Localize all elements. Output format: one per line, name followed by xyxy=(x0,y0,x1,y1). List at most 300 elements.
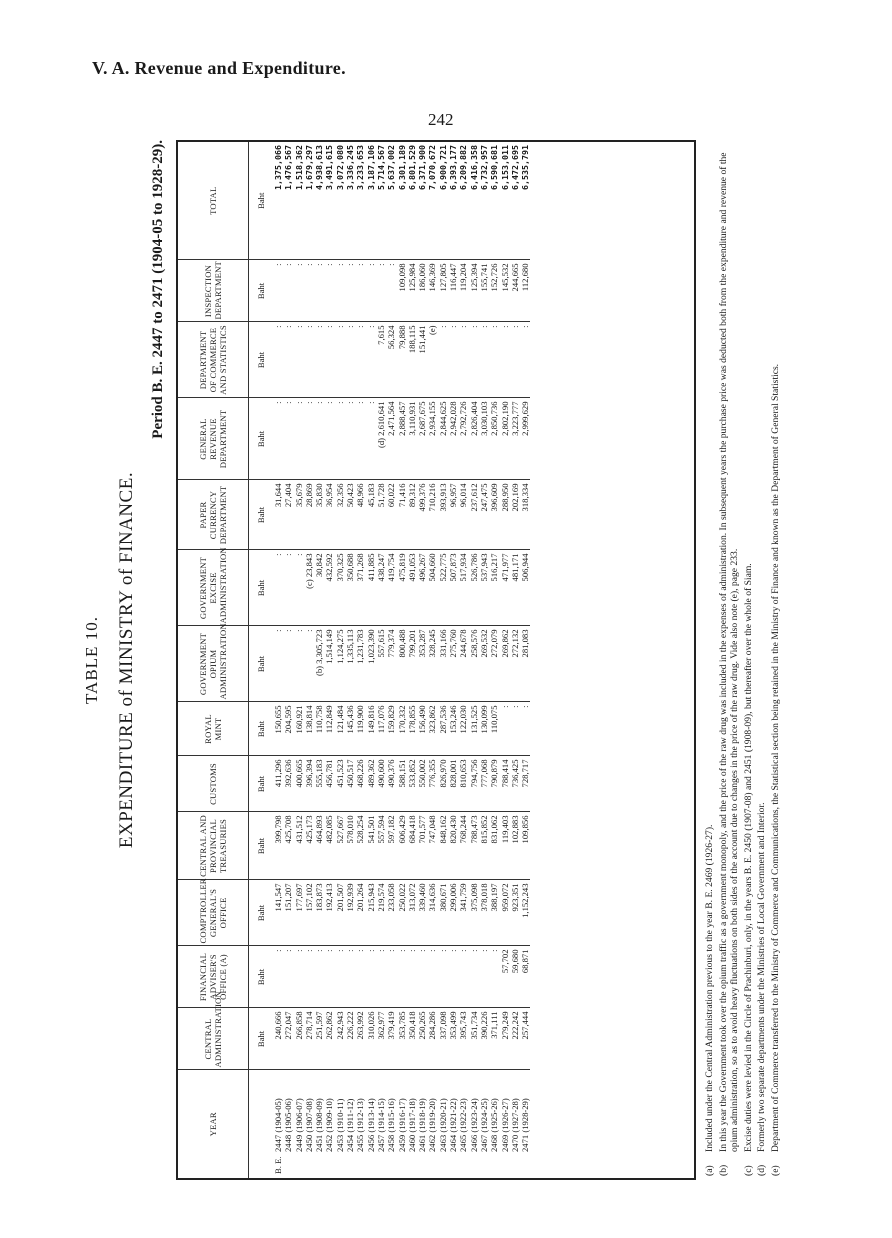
unit-label-year xyxy=(249,1070,274,1178)
cell-paper: 45,183 xyxy=(366,480,376,550)
cell-customs: 790,879 xyxy=(489,756,499,812)
cell-commerce: 188,115 xyxy=(407,322,417,398)
column-header-comptroller: COMPTROLLER GENERAL'S OFFICE xyxy=(178,880,249,946)
cell-financial: : xyxy=(438,946,448,1008)
cell-excise: 481,171 xyxy=(510,550,520,626)
cell-mint: 119,900 xyxy=(355,702,365,756)
cell-comptroller: 201,507 xyxy=(335,880,345,946)
cell-commerce: : xyxy=(366,322,376,398)
footnote xyxy=(770,146,782,1176)
unit-label-inspection: Baht xyxy=(249,260,274,322)
cell-inspection: : xyxy=(324,260,334,322)
cell-central: 251,597 xyxy=(314,1008,324,1070)
cell-total: 6,732,957 xyxy=(478,145,489,190)
cell-central: 362,977 xyxy=(376,1008,386,1070)
cell-mint: 145,436 xyxy=(345,702,355,756)
cell-central: 250,265 xyxy=(417,1008,427,1070)
table-row xyxy=(283,142,293,1178)
cell-comptroller: 388,197 xyxy=(489,880,499,946)
unit-label-comptroller: Baht xyxy=(249,880,274,946)
table-row xyxy=(335,142,345,1178)
year-label: 2452 (1909-10) xyxy=(324,1098,335,1152)
cell-treasuries: 578,010 xyxy=(345,812,355,880)
cell-central: 272,047 xyxy=(283,1008,293,1070)
cell-financial: : xyxy=(376,946,386,1008)
unit-label-revenue: Baht xyxy=(249,398,274,480)
cell-revenue: 2,802,190 xyxy=(500,398,510,480)
year-label: 2464 (1921-22) xyxy=(448,1098,459,1152)
cell-treasuries: 557,594 xyxy=(376,812,386,880)
year-cell xyxy=(479,1070,489,1178)
cell-comptroller: 157,102 xyxy=(304,880,314,946)
cell-treasuries: 102,883 xyxy=(510,812,520,880)
footnote xyxy=(704,146,716,1176)
cell-customs: 490,600 xyxy=(376,756,386,812)
table-row xyxy=(355,142,365,1178)
cell-central: 390,226 xyxy=(479,1008,489,1070)
year-label: 2469 (1926-27) xyxy=(499,1098,510,1152)
cell-mint: 153,246 xyxy=(448,702,458,756)
cell-opium: 328,245 xyxy=(427,626,437,702)
cell-central: 240,666 xyxy=(273,1008,283,1070)
cell-financial: : xyxy=(397,946,407,1008)
year-label: 2468 (1925-26) xyxy=(489,1098,500,1152)
cell-inspection: 145,532 xyxy=(500,260,510,322)
cell-mint: 178,855 xyxy=(407,702,417,756)
cell-total: 3,233,653 xyxy=(355,145,366,190)
year-label: 2447 (1904-05) xyxy=(273,1098,283,1152)
cell-comptroller: 339,460 xyxy=(417,880,427,946)
cell-commerce: : xyxy=(345,322,355,398)
cell-paper: 31,644 xyxy=(273,480,283,550)
unit-label-total: Baht xyxy=(255,192,266,209)
cell-total: 4,938,613 xyxy=(314,145,325,190)
cell-mint: 323,862 xyxy=(427,702,437,756)
year-cell xyxy=(386,1070,396,1178)
table-label: TABLE 10. xyxy=(82,616,101,704)
cell-financial: : xyxy=(273,946,283,1008)
cell-financial: : xyxy=(469,946,479,1008)
cell-total: 1,518,362 xyxy=(293,145,304,190)
cell-opium: 1,231,783 xyxy=(355,626,365,702)
cell-inspection: 152,726 xyxy=(489,260,499,322)
cell-commerce: : xyxy=(489,322,499,398)
year-label: 2451 (1908-09) xyxy=(314,1098,325,1152)
cell-treasuries: 768,244 xyxy=(458,812,468,880)
cell-treasuries: 399,798 xyxy=(273,812,283,880)
cell-inspection: 146,369 xyxy=(427,260,437,322)
cell-paper: 27,404 xyxy=(283,480,293,550)
cell-inspection: : xyxy=(273,260,283,322)
cell-excise: 526,786 xyxy=(469,550,479,626)
year-cell xyxy=(448,1070,458,1178)
cell-central: 257,444 xyxy=(520,1008,530,1070)
cell-paper: 393,913 xyxy=(438,480,448,550)
cell-revenue: 2,934,155 xyxy=(427,398,437,480)
cell-opium: : xyxy=(304,626,314,702)
cell-opium: 1,335,113 xyxy=(345,626,355,702)
cell-treasuries: 820,430 xyxy=(448,812,458,880)
cell-mint: 204,595 xyxy=(283,702,293,756)
year-label: 2450 (1907-08) xyxy=(303,1098,314,1152)
cell-paper: 28,869 xyxy=(304,480,314,550)
year-cell xyxy=(345,1070,355,1178)
cell-treasuries: 425,708 xyxy=(283,812,293,880)
cell-financial: : xyxy=(458,946,468,1008)
cell-customs: 826,970 xyxy=(438,756,448,812)
rotated-table-region xyxy=(72,140,832,1180)
cell-customs: 776,355 xyxy=(427,756,437,812)
cell-paper: 499,376 xyxy=(417,480,427,550)
cell-excise: 506,944 xyxy=(520,550,530,626)
cell-comptroller: 959,072 xyxy=(500,880,510,946)
cell-paper: 35,679 xyxy=(294,480,304,550)
column-header-treasuries: CENTRAL AND PROVINCIAL TREASURIES xyxy=(178,812,249,880)
cell-excise: 517,934 xyxy=(458,550,468,626)
column-header-customs: CUSTOMS xyxy=(178,756,249,812)
cell-mint: 112,849 xyxy=(324,702,334,756)
column-header-commerce: DEPARTMENT OF COMMERCE AND STATISTICS xyxy=(178,322,249,398)
cell-opium: (b) 3,305,723 xyxy=(314,626,324,702)
table-row xyxy=(510,142,520,1178)
year-label: 2457 (1914-15) xyxy=(375,1098,386,1152)
cell-treasuries: 597,182 xyxy=(386,812,396,880)
year-cell xyxy=(458,1070,468,1178)
cell-mint: 138,814 xyxy=(304,702,314,756)
table-row xyxy=(397,142,407,1178)
section-heading: V. A. Revenue and Expenditure. xyxy=(92,58,346,78)
cell-mint: 160,921 xyxy=(294,702,304,756)
cell-customs: 456,781 xyxy=(324,756,334,812)
cell-central: 278,714 xyxy=(304,1008,314,1070)
cell-customs: 396,394 xyxy=(304,756,314,812)
cell-customs: 550,002 xyxy=(417,756,427,812)
cell-revenue: 2,687,675 xyxy=(417,398,427,480)
cell-financial: : xyxy=(345,946,355,1008)
year-cell xyxy=(407,1070,417,1178)
cell-commerce: (e) xyxy=(427,322,437,398)
cell-revenue: 2,942,028 xyxy=(448,398,458,480)
cell-mint: 170,332 xyxy=(397,702,407,756)
cell-financial: : xyxy=(304,946,314,1008)
column-header-total: TOTAL xyxy=(178,142,249,260)
cell-excise: 504,660 xyxy=(427,550,437,626)
cell-treasuries: 831,062 xyxy=(489,812,499,880)
cell-paper: 89,312 xyxy=(407,480,417,550)
cell-financial: 68,871 xyxy=(520,946,530,1008)
cell-central: 350,418 xyxy=(407,1008,417,1070)
table-row xyxy=(294,142,304,1178)
cell-inspection: 116,447 xyxy=(448,260,458,322)
cell-opium: : xyxy=(273,626,283,702)
cell-central: 242,943 xyxy=(335,1008,345,1070)
cell-comptroller: 177,697 xyxy=(294,880,304,946)
table-row xyxy=(376,142,386,1178)
cell-revenue: : xyxy=(355,398,365,480)
cell-excise: 475,819 xyxy=(397,550,407,626)
expenditure-table xyxy=(178,142,530,1178)
cell-financial: : xyxy=(386,946,396,1008)
cell-opium: 275,760 xyxy=(448,626,458,702)
cell-opium: : xyxy=(294,626,304,702)
year-cell xyxy=(366,1070,376,1178)
table-row xyxy=(489,142,499,1178)
cell-customs: 468,226 xyxy=(355,756,365,812)
table-row xyxy=(427,142,437,1178)
cell-mint: 122,030 xyxy=(458,702,468,756)
cell-excise: : xyxy=(294,550,304,626)
cell-revenue: 2,826,404 xyxy=(469,398,479,480)
table-period: Period B. E. 2447 to 2471 (1904-05 to 1928-29). xyxy=(150,140,166,439)
table-row xyxy=(304,142,314,1178)
year-label: 2471 (1928-29) xyxy=(520,1098,531,1152)
cell-comptroller: 192,939 xyxy=(345,880,355,946)
cell-mint: 287,536 xyxy=(438,702,448,756)
year-label: 2454 (1911-12) xyxy=(345,1098,356,1152)
cell-revenue: 2,792,726 xyxy=(458,398,468,480)
table-row xyxy=(520,142,530,1178)
cell-commerce: : xyxy=(324,322,334,398)
cell-revenue: (d) 2,610,641 xyxy=(376,398,386,480)
column-header-year: YEAR xyxy=(178,1070,249,1178)
cell-commerce: : xyxy=(335,322,345,398)
footnote xyxy=(756,146,768,1176)
unit-label-commerce: Baht xyxy=(249,322,274,398)
year-label: 2449 (1906-07) xyxy=(293,1098,304,1152)
cell-customs: 828,001 xyxy=(448,756,458,812)
cell-customs: 728,717 xyxy=(520,756,530,812)
footnote-text: In this year the Government took over the opium traffic as a government monopoly, and the price of the raw drug was included in the expenses of administration. In subsequent years the purchase price was deducted both from the expenditure and revenue of the opium administration, so as to avoid heavy fluctuations on both sides of the account due to changes in the price of the raw drug. Vide also note (e), page 233. xyxy=(717,152,741,1152)
cell-inspection: 112,680 xyxy=(520,260,530,322)
cell-excise: 419,754 xyxy=(386,550,396,626)
year-cell xyxy=(417,1070,427,1178)
table-frame xyxy=(176,140,696,1180)
column-header-mint: ROYAL MINT xyxy=(178,702,249,756)
cell-revenue: 3,030,103 xyxy=(479,398,489,480)
cell-treasuries: 528,254 xyxy=(355,812,365,880)
cell-revenue: 2,888,457 xyxy=(397,398,407,480)
cell-customs: 588,151 xyxy=(397,756,407,812)
cell-paper: 237,612 xyxy=(469,480,479,550)
cell-central: 266,858 xyxy=(294,1008,304,1070)
cell-treasuries: 464,893 xyxy=(314,812,324,880)
column-header-central: CENTRAL ADMINISTRATION xyxy=(178,1008,249,1070)
cell-paper: 51,728 xyxy=(376,480,386,550)
cell-total: 3,072,080 xyxy=(334,145,345,190)
cell-comptroller: 299,006 xyxy=(448,880,458,946)
column-header-revenue: GENERAL REVENUE DEPARTMENT xyxy=(178,398,249,480)
cell-opium: 557,615 xyxy=(376,626,386,702)
year-cell xyxy=(294,1070,304,1178)
cell-excise: 432,592 xyxy=(324,550,334,626)
cell-excise: 350,688 xyxy=(345,550,355,626)
cell-total: 5,637,002 xyxy=(386,145,397,190)
year-cell xyxy=(273,1070,283,1178)
cell-financial: : xyxy=(427,946,437,1008)
cell-comptroller: 219,574 xyxy=(376,880,386,946)
cell-paper: 71,416 xyxy=(397,480,407,550)
cell-treasuries: 788,473 xyxy=(469,812,479,880)
cell-total: 3,491,615 xyxy=(324,145,335,190)
unit-label-paper: Baht xyxy=(249,480,274,550)
year-cell xyxy=(335,1070,345,1178)
cell-treasuries: 541,501 xyxy=(366,812,376,880)
cell-commerce: 79,888 xyxy=(397,322,407,398)
year-label: 2470 (1927-28) xyxy=(509,1098,520,1152)
year-cell xyxy=(469,1070,479,1178)
cell-central: 351,734 xyxy=(469,1008,479,1070)
cell-inspection: : xyxy=(345,260,355,322)
cell-excise: 438,247 xyxy=(376,550,386,626)
cell-financial: : xyxy=(489,946,499,1008)
cell-paper: 202,169 xyxy=(510,480,520,550)
cell-central: 263,992 xyxy=(355,1008,365,1070)
cell-financial: : xyxy=(335,946,345,1008)
cell-comptroller: 341,759 xyxy=(458,880,468,946)
cell-comptroller: 192,413 xyxy=(324,880,334,946)
cell-commerce: : xyxy=(304,322,314,398)
year-cell xyxy=(283,1070,293,1178)
cell-total: 6,416,358 xyxy=(468,145,479,190)
cell-central: 284,286 xyxy=(427,1008,437,1070)
cell-financial: : xyxy=(355,946,365,1008)
table-row xyxy=(500,142,510,1178)
table-row xyxy=(438,142,448,1178)
year-cell xyxy=(324,1070,334,1178)
footnote-text: Department of Commerce transferred to the Ministry of Commerce and Communications, the Statistical section being retained in the Ministry of Finance and known as the Department of General Statistics. xyxy=(769,363,781,1152)
cell-mint: : xyxy=(520,702,530,756)
footnote-text: Included under the Central Administration previous to the year B. E. 2469 (1926-27). xyxy=(704,824,715,1152)
cell-commerce: : xyxy=(458,322,468,398)
year-label: 2459 (1916-17) xyxy=(396,1098,407,1152)
footnote xyxy=(743,146,755,1176)
cell-total: 5,714,567 xyxy=(375,145,386,190)
cell-central: 353,499 xyxy=(448,1008,458,1070)
cell-paper: 32,356 xyxy=(335,480,345,550)
year-cell xyxy=(427,1070,437,1178)
column-header-excise: GOVERNMENT EXCISE ADMINISTRATION xyxy=(178,550,249,626)
year-label: 2458 (1915-16) xyxy=(386,1098,397,1152)
column-header-inspection: INSPECTION DEPARTMENT xyxy=(178,260,249,322)
table-row xyxy=(345,142,355,1178)
cell-treasuries: 684,418 xyxy=(407,812,417,880)
cell-total: 1,679,297 xyxy=(303,145,314,190)
cell-customs: 451,523 xyxy=(335,756,345,812)
cell-central: 395,743 xyxy=(458,1008,468,1070)
cell-excise: 371,268 xyxy=(355,550,365,626)
table-row xyxy=(469,142,479,1178)
cell-paper: 36,954 xyxy=(324,480,334,550)
table-title: EXPENDITURE of MINISTRY of FINANCE. xyxy=(116,471,137,849)
cell-total: 3,187,106 xyxy=(365,145,376,190)
cell-inspection: 125,394 xyxy=(469,260,479,322)
cell-comptroller: 923,351 xyxy=(510,880,520,946)
year-cell xyxy=(397,1070,407,1178)
cell-comptroller: 375,098 xyxy=(469,880,479,946)
cell-commerce: 56,324 xyxy=(386,322,396,398)
page-number: 242 xyxy=(428,110,454,129)
cell-commerce: 7,615 xyxy=(376,322,386,398)
cell-opium: 331,166 xyxy=(438,626,448,702)
cell-inspection: : xyxy=(366,260,376,322)
cell-total: 1,375,066 xyxy=(273,145,283,190)
cell-opium: 1,514,149 xyxy=(324,626,334,702)
cell-comptroller: 250,022 xyxy=(397,880,407,946)
cell-treasuries: 747,048 xyxy=(427,812,437,880)
cell-paper: 50,423 xyxy=(345,480,355,550)
cell-inspection: : xyxy=(386,260,396,322)
cell-revenue: 3,110,931 xyxy=(407,398,417,480)
cell-excise: : xyxy=(273,550,283,626)
year-cell xyxy=(304,1070,314,1178)
cell-revenue: : xyxy=(324,398,334,480)
cell-mint: 110,758 xyxy=(314,702,324,756)
cell-central: 353,785 xyxy=(397,1008,407,1070)
unit-label-financial: Baht xyxy=(249,946,274,1008)
cell-revenue: : xyxy=(304,398,314,480)
cell-treasuries: 606,429 xyxy=(397,812,407,880)
cell-mint: 131,525 xyxy=(469,702,479,756)
cell-inspection: 109,098 xyxy=(397,260,407,322)
cell-mint: 130,099 xyxy=(479,702,489,756)
cell-commerce: : xyxy=(273,322,283,398)
cell-customs: 533,852 xyxy=(407,756,417,812)
cell-treasuries: 815,852 xyxy=(479,812,489,880)
cell-treasuries: 109,856 xyxy=(520,812,530,880)
year-cell xyxy=(520,1070,530,1178)
cell-total: 6,153,011 xyxy=(499,145,510,190)
footnote-marker: (a) xyxy=(704,1165,715,1176)
cell-excise: 537,943 xyxy=(479,550,489,626)
cell-central: 222,242 xyxy=(510,1008,520,1070)
cell-excise: (c) 23,843 xyxy=(304,550,314,626)
cell-comptroller: 380,671 xyxy=(438,880,448,946)
cell-comptroller: 1,152,243 xyxy=(520,880,530,946)
cell-mint: 110,075 xyxy=(489,702,499,756)
cell-paper: 710,216 xyxy=(427,480,437,550)
cell-commerce: : xyxy=(479,322,489,398)
year-cell xyxy=(500,1070,510,1178)
cell-revenue: 2,471,564 xyxy=(386,398,396,480)
cell-excise: 411,885 xyxy=(366,550,376,626)
table-row xyxy=(448,142,458,1178)
cell-opium: 269,532 xyxy=(479,626,489,702)
cell-inspection: : xyxy=(304,260,314,322)
cell-inspection: : xyxy=(314,260,324,322)
cell-comptroller: 141,547 xyxy=(273,880,283,946)
year-cell xyxy=(314,1070,324,1178)
cell-total: 6,209,882 xyxy=(458,145,469,190)
unit-label-excise: Baht xyxy=(249,550,274,626)
cell-opium: 1,124,275 xyxy=(335,626,345,702)
cell-excise: 522,775 xyxy=(438,550,448,626)
table-row xyxy=(324,142,334,1178)
footnotes xyxy=(704,146,784,1176)
year-cell xyxy=(489,1070,499,1178)
cell-financial: : xyxy=(479,946,489,1008)
cell-commerce: : xyxy=(294,322,304,398)
cell-excise: : xyxy=(283,550,293,626)
cell-total: 6,900,721 xyxy=(437,145,448,190)
cell-inspection: 127,805 xyxy=(438,260,448,322)
cell-comptroller: 183,873 xyxy=(314,880,324,946)
cell-customs: 736,425 xyxy=(510,756,520,812)
table-row xyxy=(479,142,489,1178)
cell-inspection: : xyxy=(376,260,386,322)
year-label: 2461 (1918-19) xyxy=(417,1098,428,1152)
cell-inspection: 244,665 xyxy=(510,260,520,322)
cell-financial: 57,702 xyxy=(500,946,510,1008)
